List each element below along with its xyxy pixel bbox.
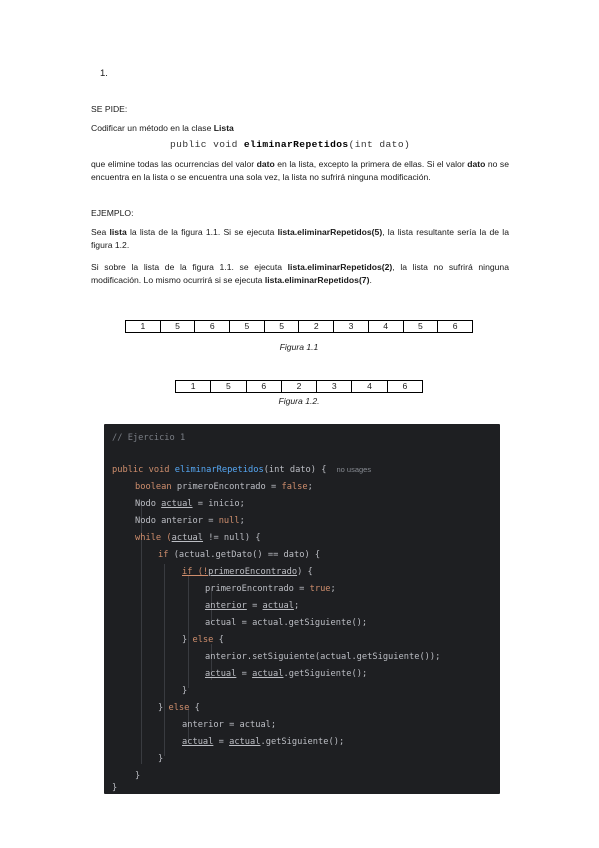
list-cell: 5	[264, 321, 299, 333]
code-token: public void	[112, 465, 175, 475]
list-cell: 6	[438, 321, 473, 333]
code-token: =	[213, 737, 230, 747]
code-token: actual	[252, 669, 284, 679]
code-line: primeroEncontrado = true;	[205, 584, 336, 594]
figure-1-1-caption: Figura 1.1	[279, 342, 319, 352]
figure-1-2-list	[175, 380, 423, 393]
code-token: dato	[289, 465, 311, 475]
code-line: if (actual.getDato() == dato) {	[158, 550, 321, 560]
code-method-declaration	[112, 464, 371, 476]
code-line: } else {	[158, 703, 200, 713]
code-line	[135, 532, 261, 544]
code-token: anterior	[205, 601, 247, 611]
ejemplo-heading: EJEMPLO:	[91, 208, 134, 218]
code-token: actual	[161, 499, 193, 509]
list-cell: 2	[299, 321, 334, 333]
code-comment: // Ejercicio 1	[112, 433, 186, 443]
code-token: actual	[182, 737, 214, 747]
code-token: .getSiguiente();	[260, 737, 345, 747]
code-line	[205, 600, 299, 612]
method-signature	[170, 139, 410, 150]
se-pide-heading: SE PIDE:	[91, 104, 128, 114]
list-cell: 5	[230, 321, 265, 333]
code-line	[182, 736, 344, 748]
code-token: ) {	[297, 567, 313, 577]
list-cell: 5	[211, 381, 246, 393]
code-token: != null) {	[203, 533, 261, 543]
ex2-part: .	[369, 275, 372, 285]
desc-bold: dato	[256, 159, 275, 169]
desc-part: no se encuentra en la lista o se encuentra una sola vez, la lista no sufrirá ninguna modificación.	[91, 159, 509, 182]
ex2-part: , la lista no sufrirá ninguna modificación. Lo mismo ocurrirá si se ejecuta	[91, 262, 509, 285]
code-token: primeroEncontrado	[208, 567, 298, 577]
code-token: eliminarRepetidos	[174, 465, 264, 475]
ex2-part: Si sobre la lista de la figura 1.1. se ejecuta	[91, 262, 288, 272]
description-paragraph	[91, 158, 509, 184]
list-cell: 3	[317, 381, 352, 393]
indent-guide	[188, 576, 189, 688]
code-token: actual	[262, 601, 294, 611]
code-line: }	[135, 771, 141, 781]
code-editor	[104, 424, 500, 794]
code-line	[135, 498, 245, 510]
ex1-part: , la lista resultante sería la de la figura 1.2.	[91, 227, 509, 250]
desc-bold: dato	[467, 159, 486, 169]
code-token: actual	[171, 533, 204, 543]
ex1-part: . Si se ejecuta	[217, 227, 278, 237]
list-cell: 1	[176, 381, 211, 393]
code-token: =	[236, 669, 253, 679]
list-cell: 6	[387, 381, 422, 393]
code-token: actual	[205, 669, 237, 679]
ex2-bold: lista.eliminarRepetidos(2)	[287, 262, 393, 272]
codificar-line	[91, 122, 234, 135]
example-paragraph-1	[91, 226, 509, 252]
code-token: =	[246, 601, 263, 611]
list-cell: 3	[334, 321, 369, 333]
usages-hint[interactable]: no usages	[336, 465, 372, 474]
code-token: if (!	[182, 567, 209, 577]
list-cell: 1	[126, 321, 161, 333]
list-cell: 4	[352, 381, 387, 393]
list-cell: 5	[160, 321, 195, 333]
code-token	[264, 465, 290, 475]
code-token: = inicio;	[192, 499, 245, 509]
signature-method-name: eliminarRepetidos	[243, 139, 349, 150]
figure-1-2-caption: Figura 1.2.	[278, 396, 320, 406]
code-token: (int	[263, 465, 290, 475]
ex1-part: Sea	[91, 227, 110, 237]
code-line: }	[182, 686, 188, 696]
list-cell: 2	[281, 381, 316, 393]
desc-part: que elimine todas las ocurrencias del valor	[91, 159, 257, 169]
code-line: }	[158, 754, 164, 764]
code-token: actual	[229, 737, 261, 747]
code-line	[205, 668, 367, 680]
code-line: boolean primeroEncontrado = false;	[135, 482, 313, 492]
code-token: ;	[293, 601, 300, 611]
ex1-part: la lista de la figura 1.1	[126, 227, 218, 237]
code-line: }	[112, 783, 118, 793]
exercise-number: 1.	[100, 68, 108, 79]
indent-guide	[164, 564, 165, 756]
list-cell: 6	[195, 321, 230, 333]
code-line: anterior.setSiguiente(actual.getSiguiente());	[205, 652, 441, 662]
figure-1-1-list	[125, 320, 473, 333]
ex2-bold: lista.eliminarRepetidos(7)	[264, 275, 370, 285]
code-line	[182, 566, 313, 578]
code-line: Nodo anterior = null;	[135, 516, 245, 526]
ex1-bold: lista.eliminarRepetidos(5)	[277, 227, 383, 237]
signature-modifiers: public void	[170, 139, 244, 150]
codificar-text: Codificar un método en la clase	[91, 123, 214, 133]
clase-name: Lista	[213, 123, 234, 133]
code-token: .getSiguiente();	[283, 669, 368, 679]
list-cell: 6	[246, 381, 281, 393]
code-token: ) {	[310, 465, 327, 475]
code-token: while (	[135, 533, 172, 543]
signature-params: (int dato)	[348, 139, 411, 150]
code-line: anterior = actual;	[182, 720, 277, 730]
ex1-bold: lista	[109, 227, 127, 237]
list-cell: 4	[368, 321, 403, 333]
code-token: Nodo	[135, 499, 162, 509]
example-paragraph-2	[91, 261, 509, 287]
code-line: actual = actual.getSiguiente();	[205, 618, 368, 628]
code-line: } else {	[182, 635, 224, 645]
list-cell: 5	[403, 321, 438, 333]
desc-part: en la lista, excepto la primera de ellas. Si el valor	[274, 159, 468, 169]
